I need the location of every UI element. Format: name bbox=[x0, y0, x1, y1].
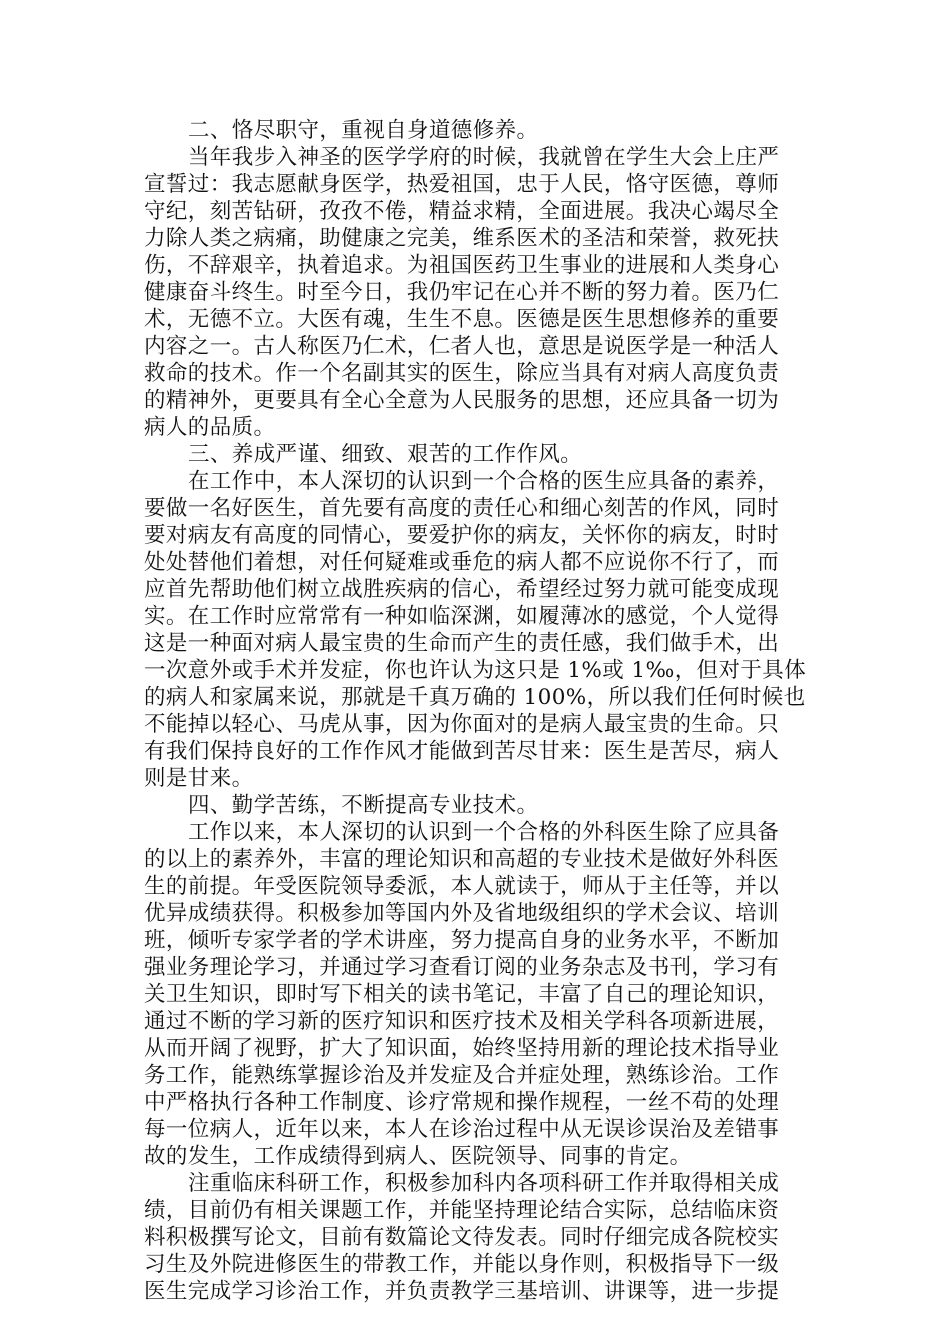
text-line: 班，倾听专家学者的学术讲座，努力提高自身的业务水平，不断加 bbox=[144, 928, 780, 953]
paragraph-start-line: 二、恪尽职守，重视自身道德修养。 bbox=[188, 118, 539, 143]
text-line: 习生及外院进修医生的带教工作，并能以身作则，积极指导下一级 bbox=[144, 1252, 780, 1277]
paragraph-start-line: 四、勤学苦练，不断提高专业技术。 bbox=[188, 793, 539, 818]
text-line: 生的前提。年受医院领导委派，本人就读于，师从于主任等，并以 bbox=[144, 874, 780, 899]
text-line: 优异成绩获得。积极参加等国内外及省地级组织的学术会议、培训 bbox=[144, 901, 780, 926]
paragraph-start-line: 工作以来，本人深切的认识到一个合格的外科医生除了应具备 bbox=[188, 820, 780, 845]
text-line: 料积极撰写论文，目前有数篇论文待发表。同时仔细完成各院校实 bbox=[144, 1225, 780, 1250]
text-line: 力除人类之病痛，助健康之完美，维系医术的圣洁和荣誉，救死扶 bbox=[144, 226, 780, 251]
paragraph-start-line: 在工作中，本人深切的认识到一个合格的医生应具备的素养， bbox=[188, 469, 780, 494]
text-line: 故的发生，工作成绩得到病人、医院领导、同事的肯定。 bbox=[144, 1144, 692, 1169]
text-line: 有我们保持良好的工作作风才能做到苦尽甘来：医生是苦尽，病人 bbox=[144, 739, 780, 764]
text-line: 通过不断的学习新的医疗知识和医疗技术及相关学科各项新进展， bbox=[144, 1009, 780, 1034]
text-line: 术，无德不立。大医有魂，生生不息。医德是医生思想修养的重要 bbox=[144, 307, 780, 332]
text-line: 不能掉以轻心、马虎从事，因为你面对的是病人最宝贵的生命。只 bbox=[144, 712, 780, 737]
text-line: 内容之一。古人称医乃仁术，仁者人也，意思是说医学是一种活人 bbox=[144, 334, 780, 359]
text-line: 处处替他们着想，对任何疑难或垂危的病人都不应说你不行了，而 bbox=[144, 550, 780, 575]
text-line: 守纪，刻苦钻研，孜孜不倦，精益求精，全面进展。我决心竭尽全 bbox=[144, 199, 780, 224]
text-line: 要对病友有高度的同情心，要爱护你的病友，关怀你的病友，时时 bbox=[144, 523, 780, 548]
text-line: 救命的技术。作一个名副其实的医生，除应当具有对病人高度负责 bbox=[144, 361, 780, 386]
text-line: 应首先帮助他们树立战胜疾病的信心，希望经过努力就可能变成现 bbox=[144, 577, 780, 602]
text-line: 的以上的素养外，丰富的理论知识和高超的专业技术是做好外科医 bbox=[144, 847, 780, 872]
text-line: 务工作，能熟练掌握诊治及并发症及合并症处理，熟练诊治。工作 bbox=[144, 1063, 780, 1088]
text-line: 绩，目前仍有相关课题工作，并能坚持理论结合实际，总结临床资 bbox=[144, 1198, 780, 1223]
text-line: 健康奋斗终生。时至今日，我仍牢记在心并不断的努力着。医乃仁 bbox=[144, 280, 780, 305]
text-line: 这是一种面对病人最宝贵的生命而产生的责任感，我们做手术，出 bbox=[144, 631, 780, 656]
text-line: 病人的品质。 bbox=[144, 415, 276, 440]
text-line: 要做一名好医生，首先要有高度的责任心和细心刻苦的作风，同时 bbox=[144, 496, 780, 521]
paragraph-start-line: 注重临床科研工作，积极参加科内各项科研工作并取得相关成 bbox=[188, 1171, 780, 1196]
text-line: 实。在工作时应常常有一种如临深渊，如履薄冰的感觉，个人觉得 bbox=[144, 604, 780, 629]
text-line: 从而开阔了视野，扩大了知识面，始终坚持用新的理论技术指导业 bbox=[144, 1036, 780, 1061]
text-line: 医生完成学习诊治工作，并负责教学三基培训、讲课等，进一步提 bbox=[144, 1279, 780, 1304]
text-line: 的精神外，更要具有全心全意为人民服务的思想，还应具备一切为 bbox=[144, 388, 780, 413]
text-line: 则是甘来。 bbox=[144, 766, 254, 791]
text-line: 关卫生知识，即时写下相关的读书笔记，丰富了自己的理论知识， bbox=[144, 982, 780, 1007]
text-line: 每一位病人，近年以来，本人在诊治过程中从无误诊误治及差错事 bbox=[144, 1117, 780, 1142]
document-body bbox=[144, 117, 808, 1305]
paragraph-start-line: 三、养成严谨、细致、艰苦的工作作风。 bbox=[188, 442, 583, 467]
text-line: 强业务理论学习，并通过学习查看订阅的业务杂志及书刊，学习有 bbox=[144, 955, 780, 980]
text-line: 伤，不辞艰辛，执着追求。为祖国医药卫生事业的进展和人类身心 bbox=[144, 253, 780, 278]
text-line: 一次意外或手术并发症，你也许认为这只是 1%或 1‰，但对于具体 bbox=[144, 658, 807, 683]
text-line: 宣誓过：我志愿献身医学，热爱祖国，忠于人民，恪守医德，尊师 bbox=[144, 172, 780, 197]
text-line: 的病人和家属来说，那就是千真万确的 100%，所以我们任何时候也 bbox=[144, 685, 806, 710]
text-line: 中严格执行各种工作制度、诊疗常规和操作规程，一丝不苟的处理 bbox=[144, 1090, 780, 1115]
paragraph-start-line: 当年我步入神圣的医学学府的时候，我就曾在学生大会上庄严 bbox=[188, 145, 780, 170]
